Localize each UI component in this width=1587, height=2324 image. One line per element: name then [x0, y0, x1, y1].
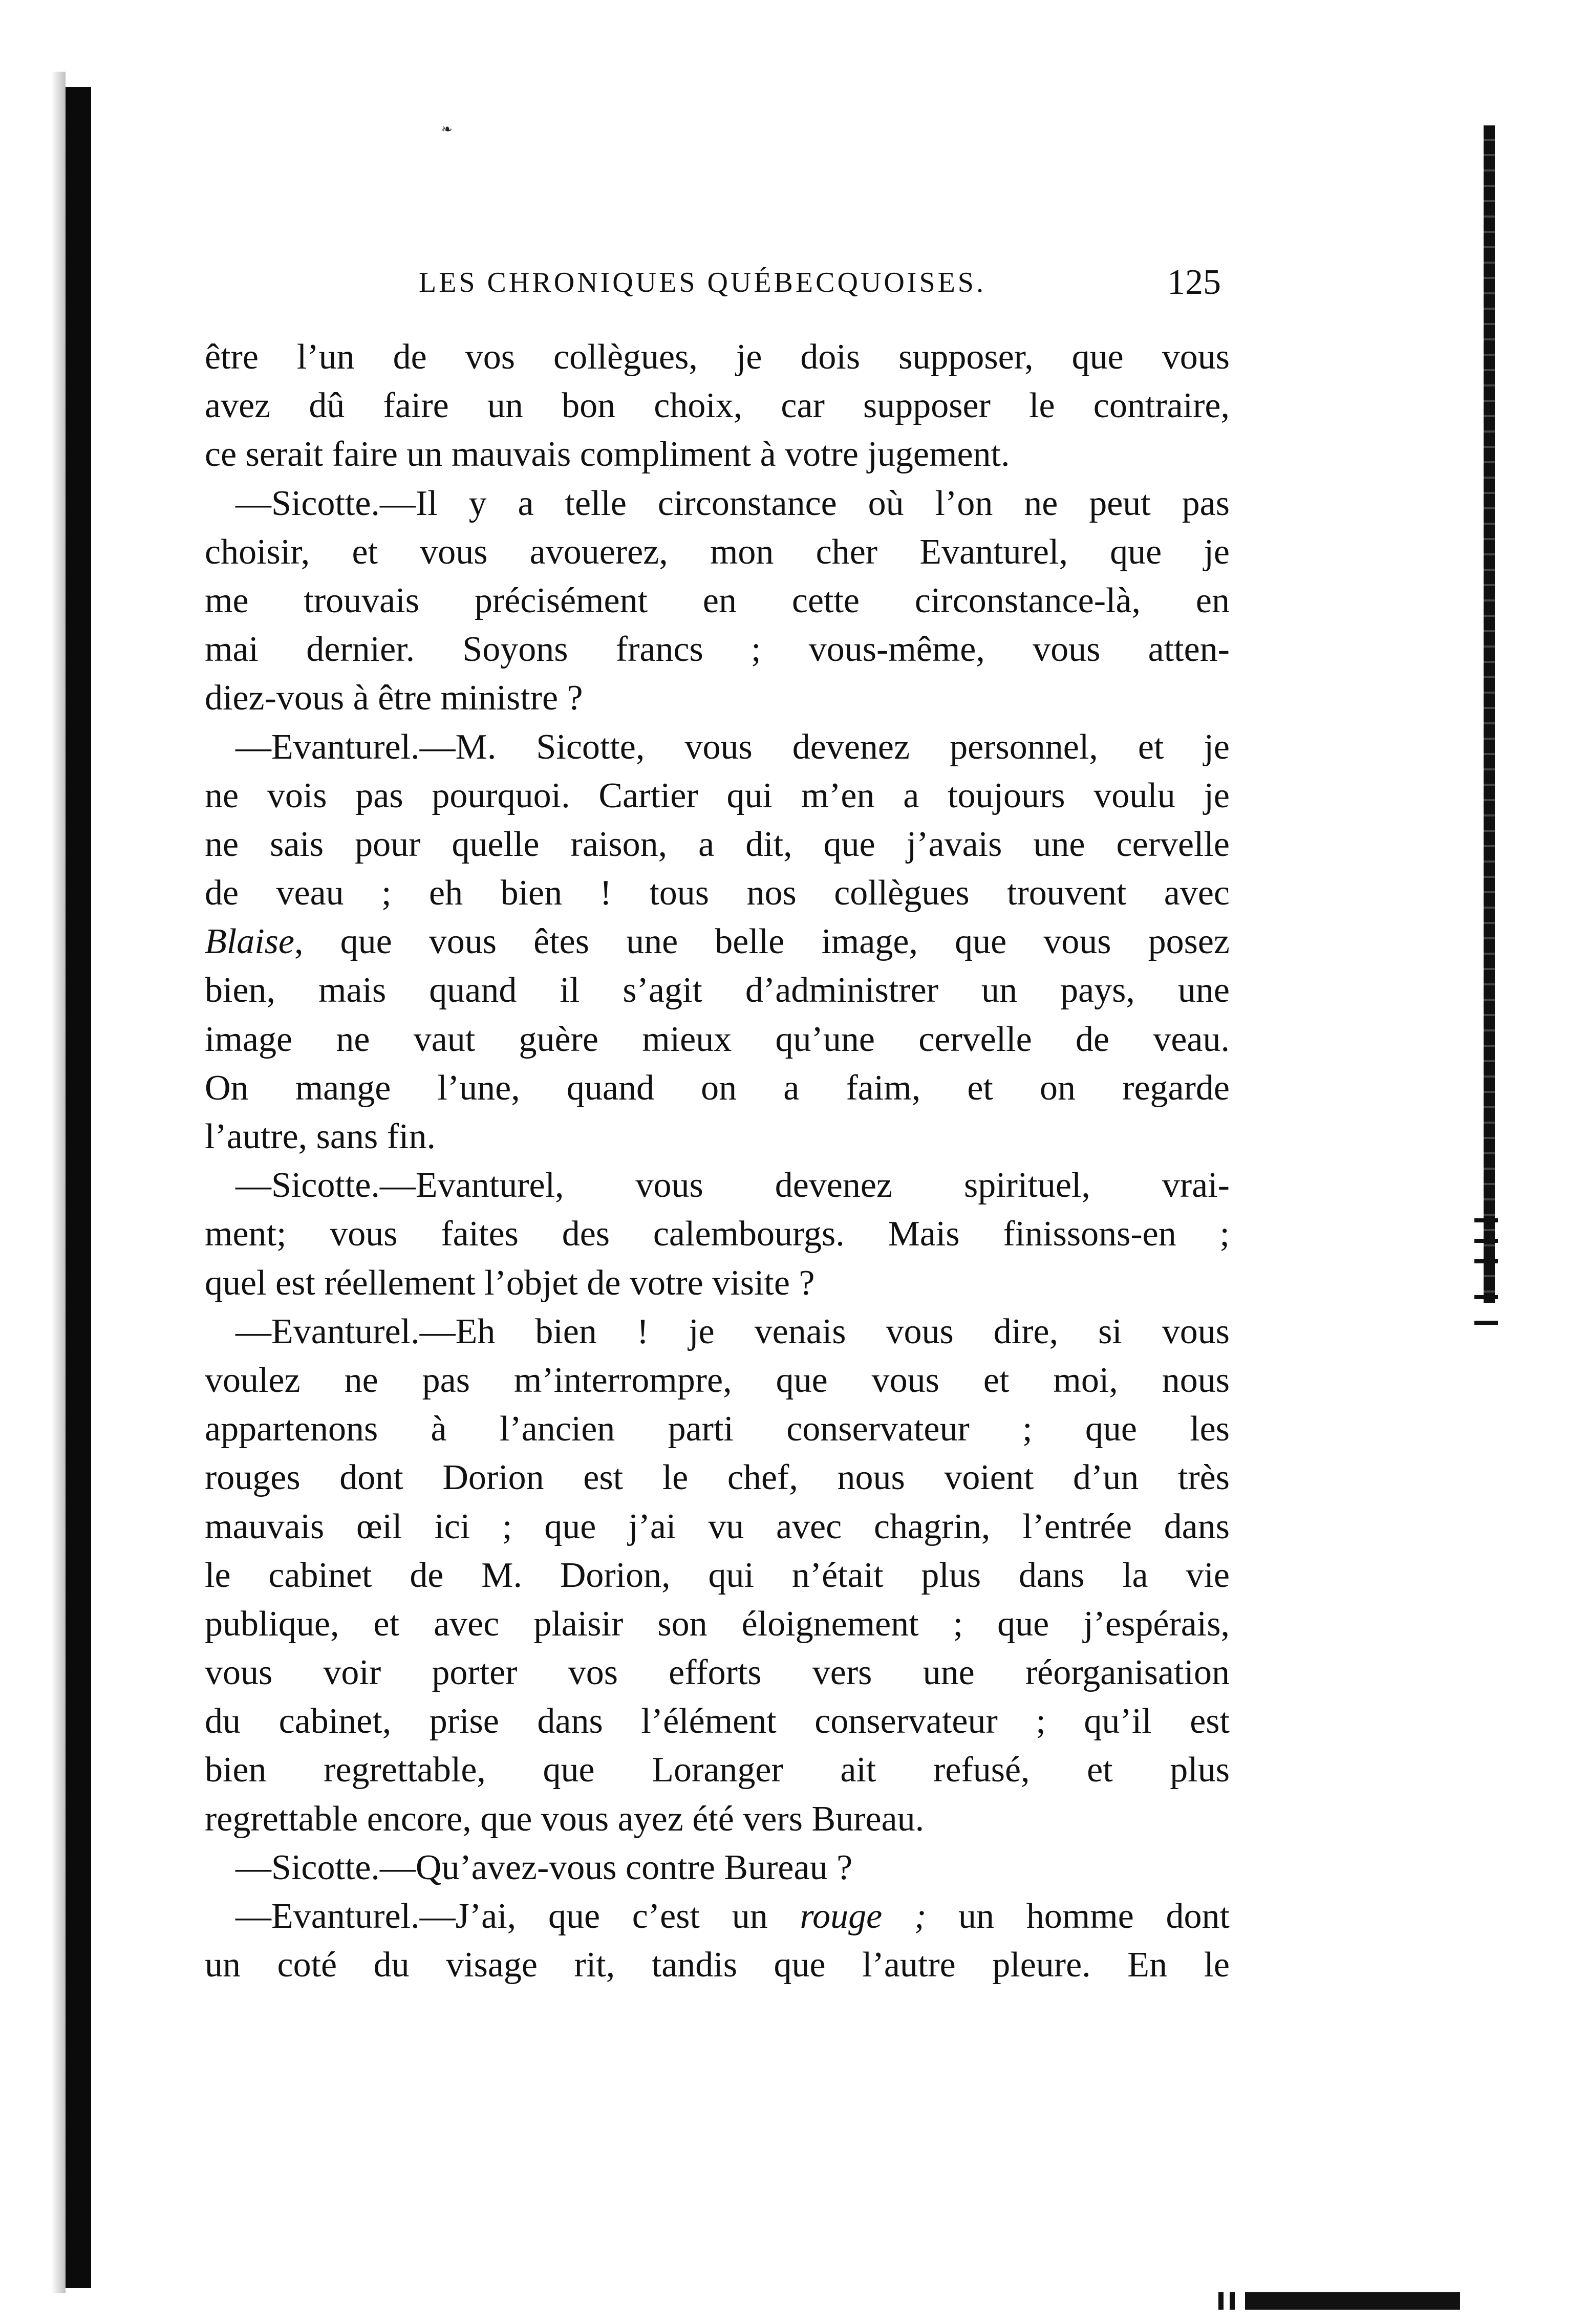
- text-line: rouges dont Dorion est le chef, nous voient d’un très: [205, 1458, 1230, 1498]
- text-line: vous voir porter vos efforts vers une réorganisation: [205, 1653, 1230, 1693]
- page-edge-ticks: [1474, 1218, 1498, 1341]
- text-line: —Evanturel.—Eh bien ! je venais vous dire, si vous: [235, 1311, 1230, 1351]
- text-line: ne vois pas pourquoi. Cartier qui m’en a toujours voulu je: [205, 776, 1230, 815]
- ink-mark: ❧: [441, 122, 453, 137]
- page-edge-bottom: [1218, 2292, 1474, 2310]
- text-line: mai dernier. Soyons francs ; vous-même, vous atten-: [205, 630, 1230, 670]
- text-line: —Sicotte.—Il y a telle circonstance où l’on ne peut pas: [235, 483, 1230, 523]
- text-line: un coté du visage rit, tandis que l’autre pleure. En le: [205, 1945, 1230, 1985]
- text-line: avez dû faire un bon choix, car supposer le contraire,: [205, 386, 1230, 426]
- text-line: regrettable encore, que vous ayez été vers Bureau.: [205, 1799, 925, 1839]
- text-line: —Sicotte.—Qu’avez-vous contre Bureau ?: [235, 1847, 853, 1887]
- text-line: diez-vous à être ministre ?: [205, 678, 583, 718]
- text-line: de veau ; eh bien ! tous nos collègues trouvent avec: [205, 873, 1230, 913]
- text-line: ce serait faire un mauvais compliment à votre jugement.: [205, 435, 1010, 475]
- text-line: On mange l’une, quand on a faim, et on regarde: [205, 1068, 1230, 1108]
- text-line: voulez ne pas m’interrompre, que vous et moi, nous: [205, 1360, 1230, 1400]
- text-line: quel est réellement l’objet de votre visite ?: [205, 1263, 815, 1303]
- text-line: —Sicotte.—Evanturel, vous devenez spirituel, vrai-: [235, 1166, 1230, 1206]
- body-text: [205, 333, 1230, 1989]
- page-edge-right: [1484, 125, 1495, 1303]
- binding-edge: [66, 87, 91, 2288]
- text-line: mauvais œil ici ; que j’ai vu avec chagrin, l’entrée dans: [205, 1507, 1230, 1546]
- text-line: —Evanturel.—J’ai, que c’est un rouge ; un homme dont: [235, 1897, 1230, 1936]
- text-line: Blaise, que vous êtes une belle image, que vous posez: [205, 922, 1230, 962]
- page-number: 125: [1167, 263, 1221, 302]
- text-line: l’autre, sans fin.: [205, 1117, 436, 1156]
- text-line: du cabinet, prise dans l’élément conservateur ; qu’il est: [205, 1702, 1230, 1741]
- text-line: appartenons à l’ancien parti conservateur ; que les: [205, 1409, 1230, 1449]
- text-line: ne sais pour quelle raison, a dit, que j’avais une cervelle: [205, 824, 1230, 864]
- text-line: publique, et avec plaisir son éloignement ; que j’espérais,: [205, 1604, 1230, 1644]
- text-line: image ne vaut guère mieux qu’une cervelle de veau.: [205, 1019, 1230, 1059]
- scan-shadow: [51, 72, 66, 2293]
- text-line: —Evanturel.—M. Sicotte, vous devenez personnel, et je: [235, 727, 1230, 767]
- text-line: ment; vous faites des calembourgs. Mais finissons-en ;: [205, 1214, 1230, 1254]
- text-line: bien, mais quand il s’agit d’administrer un pays, une: [205, 971, 1230, 1010]
- text-line: le cabinet de M. Dorion, qui n’était plus dans la vie: [205, 1555, 1230, 1595]
- text-line: choisir, et vous avouerez, mon cher Evanturel, que je: [205, 532, 1230, 572]
- text-line: bien regrettable, que Loranger ait refusé, et plus: [205, 1750, 1230, 1790]
- text-line: être l’un de vos collègues, je dois supposer, que vous: [205, 337, 1230, 377]
- text-line: me trouvais précisément en cette circonstance-là, en: [205, 580, 1230, 620]
- running-title: LES CHRONIQUES QUÉBECQUOISES.: [419, 267, 986, 298]
